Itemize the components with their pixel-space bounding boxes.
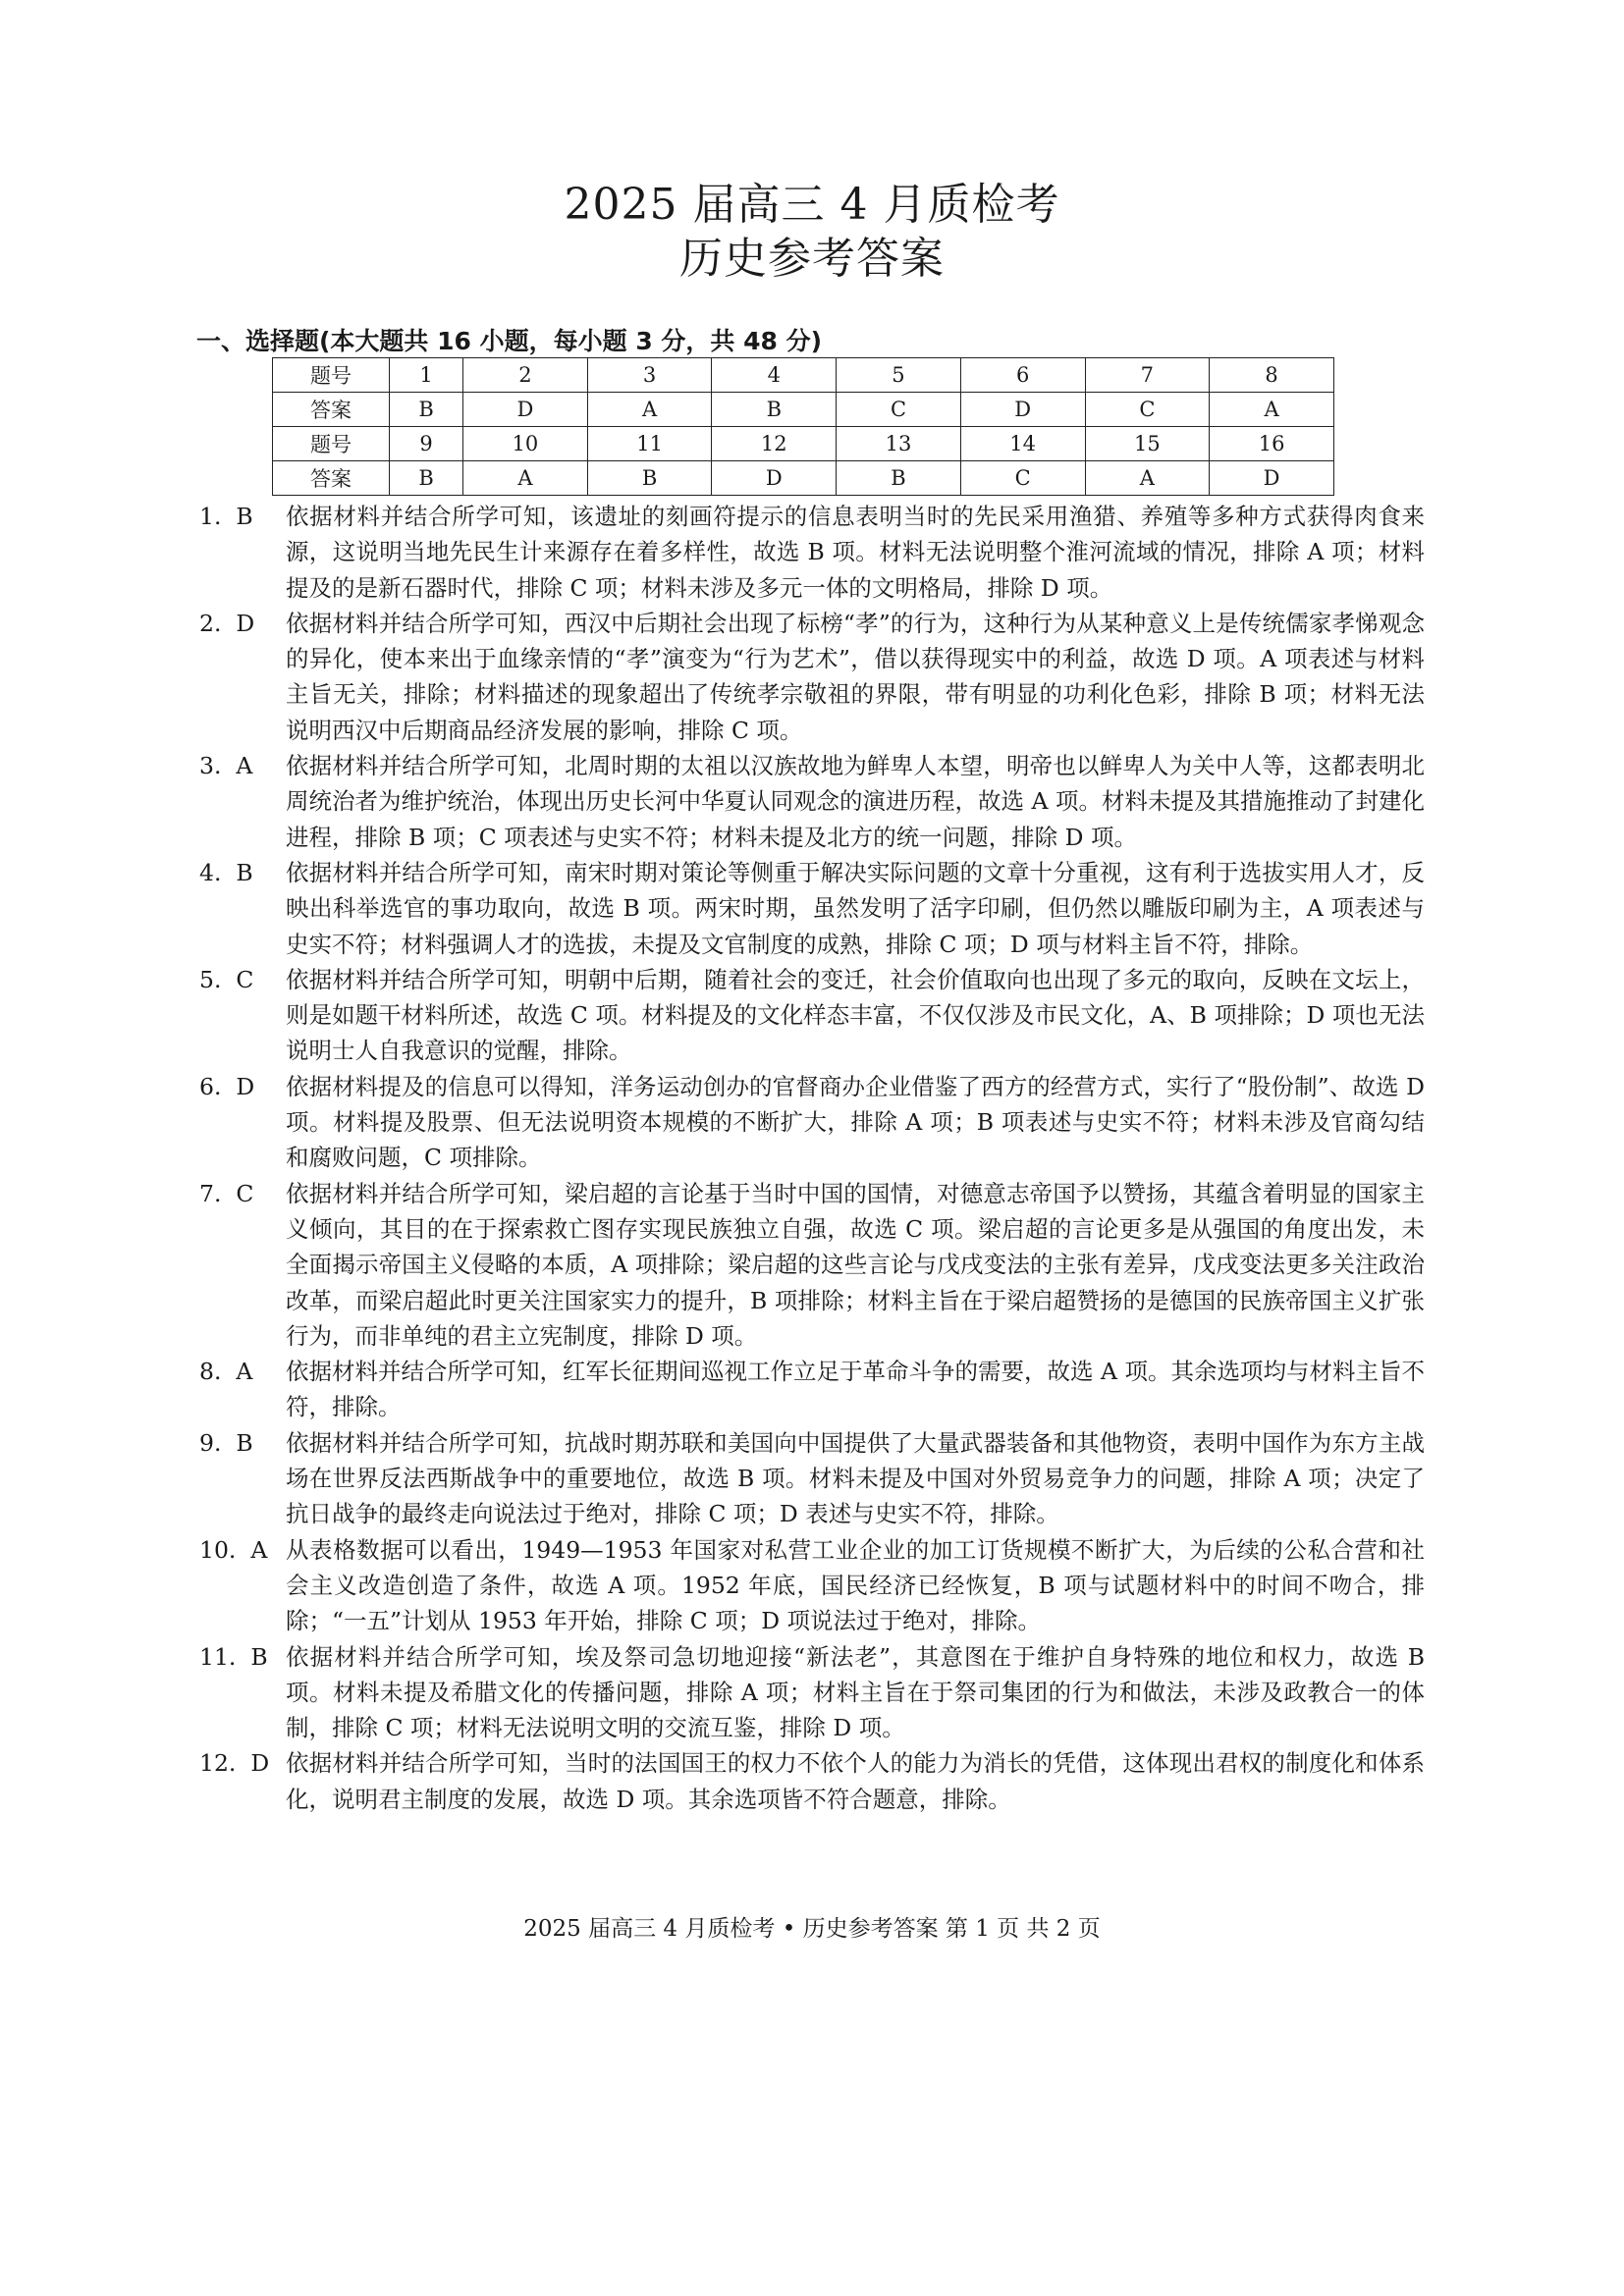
page-subtitle: 历史参考答案 — [679, 234, 945, 284]
answer-item-9 — [199, 1425, 1425, 1532]
question-number-cell: 3 — [587, 358, 712, 393]
question-number-cell: 10 — [463, 427, 588, 461]
answer-cell: A — [1085, 461, 1210, 496]
answer-cell: B — [390, 461, 463, 496]
answer-cell: A — [1210, 393, 1334, 427]
question-number-cell: 9 — [390, 427, 463, 461]
answer-cell: A — [587, 393, 712, 427]
table-row-question-numbers-2 — [273, 427, 1334, 461]
answer-item-number: 1. B — [199, 503, 253, 530]
answer-item-text: 依据材料并结合所学可知，埃及祭司急切地迎接“新法老”，其意图在于维护自身特殊的地位和权力，故选 B 项。材料未提及希腊文化的传播问题，排除 A 项；材料主旨在于祭司集团的行为和做法，未涉及政教合一的体制，排除 C 项；材料无法说明文明的交流互鉴，排除 D 项。 — [286, 1642, 1425, 1742]
answer-cell: B — [837, 461, 961, 496]
answer-item-10 — [199, 1532, 1425, 1639]
answer-item-number: 5. C — [199, 965, 254, 993]
answer-item-number: 6. D — [199, 1072, 255, 1100]
question-number-cell: 5 — [837, 358, 961, 393]
row-label-question: 题号 — [273, 427, 390, 461]
answer-item-number: 2. D — [199, 609, 255, 637]
answer-item-12 — [199, 1745, 1425, 1817]
answer-item-text: 依据材料并结合所学可知，该遗址的刻画符提示的信息表明当时的先民采用渔猎、养殖等多种方式获得肉食来源，这说明当地先民生计来源存在着多样性，故选 B 项。材料无法说明整个淮河流域的情况，排除 A 项；材料提及的是新石器时代，排除 C 项；材料未涉及多元一体的文明格局，排除 D 项。 — [286, 503, 1425, 602]
question-number-cell: 11 — [587, 427, 712, 461]
answer-table — [272, 357, 1334, 496]
answer-item-4 — [199, 855, 1425, 962]
answer-cell: B — [587, 461, 712, 496]
answer-item-text: 依据材料并结合所学可知，南宋时期对策论等侧重于解决实际问题的文章十分重视，这有利于选拔实用人才，反映出科举选官的事功取向，故选 B 项。两宋时期，虽然发明了活字印刷，但仍然以雕版印刷为主，A 项表述与史实不符；材料强调人才的选拔，未提及文官制度的成熟，排除 C 项；D 项与材料主旨不符，排除。 — [286, 858, 1425, 958]
row-label-answer: 答案 — [273, 393, 390, 427]
answer-item-text: 依据材料并结合所学可知，抗战时期苏联和美国向中国提供了大量武器装备和其他物资，表明中国作为东方主战场在世界反法西斯战争中的重要地位，故选 B 项。材料未提及中国对外贸易竞争力的问题，排除 A 项；决定了抗日战争的最终走向说法过于绝对，排除 C 项；D 表述与史实不符，排除。 — [286, 1428, 1425, 1528]
answer-item-text: 依据材料并结合所学可知，红军长征期间巡视工作立足于革命斗争的需要，故选 A 项。其余选项均与材料主旨不符，排除。 — [286, 1358, 1425, 1421]
question-number-cell: 8 — [1210, 358, 1334, 393]
answer-cell: B — [712, 393, 837, 427]
answer-cell: D — [463, 393, 588, 427]
answer-item-7 — [199, 1176, 1425, 1354]
answer-explanations — [199, 499, 1425, 1817]
question-number-cell: 12 — [712, 427, 837, 461]
page-title: 2025 届高三 4 月质检考 — [564, 180, 1060, 230]
table-row-answers-2 — [273, 461, 1334, 496]
answer-cell: C — [837, 393, 961, 427]
answer-item-number: 12. D — [199, 1749, 270, 1778]
answer-item-number: 4. B — [199, 858, 253, 886]
section-heading: 一、选择题(本大题共 16 小题，每小题 3 分，共 48 分) — [196, 327, 823, 355]
question-number-cell: 13 — [837, 427, 961, 461]
question-number-cell: 1 — [390, 358, 463, 393]
question-number-cell: 14 — [960, 427, 1085, 461]
answer-item-number: 8. A — [199, 1358, 253, 1386]
answer-item-number: 7. C — [199, 1179, 254, 1207]
question-number-cell: 16 — [1210, 427, 1334, 461]
answer-item-text: 依据材料并结合所学可知，梁启超的言论基于当时中国的国情，对德意志帝国予以赞扬，其蕴含着明显的国家主义倾向，其目的在于探索救亡图存实现民族独立自强，故选 C 项。梁启超的言论更多是从强国的角度出发，未全面揭示帝国主义侵略的本质，A 项排除；梁启超的这些言论与戊戌变法的主张有差异，戊戌变法更多关注政治改革，而梁启超此时更关注国家实力的提升，B 项排除；材料主旨在于梁启超赞扬的是德国的民族帝国主义扩张行为，而非单纯的君主立宪制度，排除 D 项。 — [286, 1179, 1425, 1350]
row-label-question: 题号 — [273, 358, 390, 393]
table-row-answers-1 — [273, 393, 1334, 427]
page-footer: 2025 届高三 4 月质检考 • 历史参考答案 第 1 页 共 2 页 — [523, 1916, 1101, 1942]
question-number-cell: 2 — [463, 358, 588, 393]
answer-cell: D — [712, 461, 837, 496]
question-number-cell: 4 — [712, 358, 837, 393]
answer-item-text: 从表格数据可以看出，1949—1953 年国家对私营工业企业的加工订货规模不断扩大，为后续的公私合营和社会主义改造创造了条件，故选 A 项。1952 年底，国民经济已经恢复，B 项与试题材料中的时间不吻合，排除；“一五”计划从 1953 年开始，排除 C 项；D 项说法过于绝对，排除。 — [286, 1535, 1425, 1635]
answer-item-6 — [199, 1069, 1425, 1176]
answer-item-5 — [199, 962, 1425, 1069]
answer-item-3 — [199, 748, 1425, 855]
answer-cell: C — [1085, 393, 1210, 427]
question-number-cell: 6 — [960, 358, 1085, 393]
answer-cell: B — [390, 393, 463, 427]
answer-item-text: 依据材料提及的信息可以得知，洋务运动创办的官督商办企业借鉴了西方的经营方式，实行了“股份制”、故选 D 项。材料提及股票、但无法说明资本规模的不断扩大，排除 A 项；B 项表述与史实不符；材料未涉及官商勾结和腐败问题，C 项排除。 — [286, 1072, 1425, 1172]
answer-item-text: 依据材料并结合所学可知，西汉中后期社会出现了标榜“孝”的行为，这种行为从某种意义上是传统儒家孝悌观念的异化，使本来出于血缘亲情的“孝”演变为“行为艺术”，借以获得现实中的利益，故选 D 项。A 项表述与材料主旨无关，排除；材料描述的现象超出了传统孝宗敬祖的界限，带有明显的功利化色彩，排除 B 项；材料无法说明西汉中后期商品经济发展的影响，排除 C 项。 — [286, 609, 1425, 744]
answer-item-number: 9. B — [199, 1428, 253, 1457]
answer-item-number: 3. A — [199, 752, 253, 780]
answer-item-text: 依据材料并结合所学可知，明朝中后期，随着社会的变迁，社会价值取向也出现了多元的取向，反映在文坛上，则是如题干材料所述，故选 C 项。材料提及的文化样态丰富，不仅仅涉及市民文化，A、B 项排除；D 项也无法说明士人自我意识的觉醒，排除。 — [286, 965, 1425, 1065]
answer-item-8 — [199, 1354, 1425, 1425]
answer-item-11 — [199, 1639, 1425, 1746]
answer-item-2 — [199, 606, 1425, 748]
answer-item-text: 依据材料并结合所学可知，当时的法国国王的权力不依个人的能力为消长的凭借，这体现出君权的制度化和体系化，说明君主制度的发展，故选 D 项。其余选项皆不符合题意，排除。 — [286, 1749, 1425, 1813]
row-label-answer: 答案 — [273, 461, 390, 496]
answer-item-text: 依据材料并结合所学可知，北周时期的太祖以汉族故地为鲜卑人本望，明帝也以鲜卑人为关中人等，这都表明北周统治者为维护统治，体现出历史长河中华夏认同观念的演进历程，故选 A 项。材料未提及其措施推动了封建化进程，排除 B 项；C 项表述与史实不符；材料未提及北方的统一问题，排除 D 项。 — [286, 752, 1425, 851]
answer-item-number: 10. A — [199, 1535, 268, 1564]
answer-cell: A — [463, 461, 588, 496]
answer-cell: D — [960, 393, 1085, 427]
answer-cell: D — [1210, 461, 1334, 496]
answer-item-1 — [199, 499, 1425, 606]
answer-cell: C — [960, 461, 1085, 496]
question-number-cell: 15 — [1085, 427, 1210, 461]
question-number-cell: 7 — [1085, 358, 1210, 393]
answer-item-number: 11. B — [199, 1642, 268, 1671]
table-row-question-numbers-1 — [273, 358, 1334, 393]
